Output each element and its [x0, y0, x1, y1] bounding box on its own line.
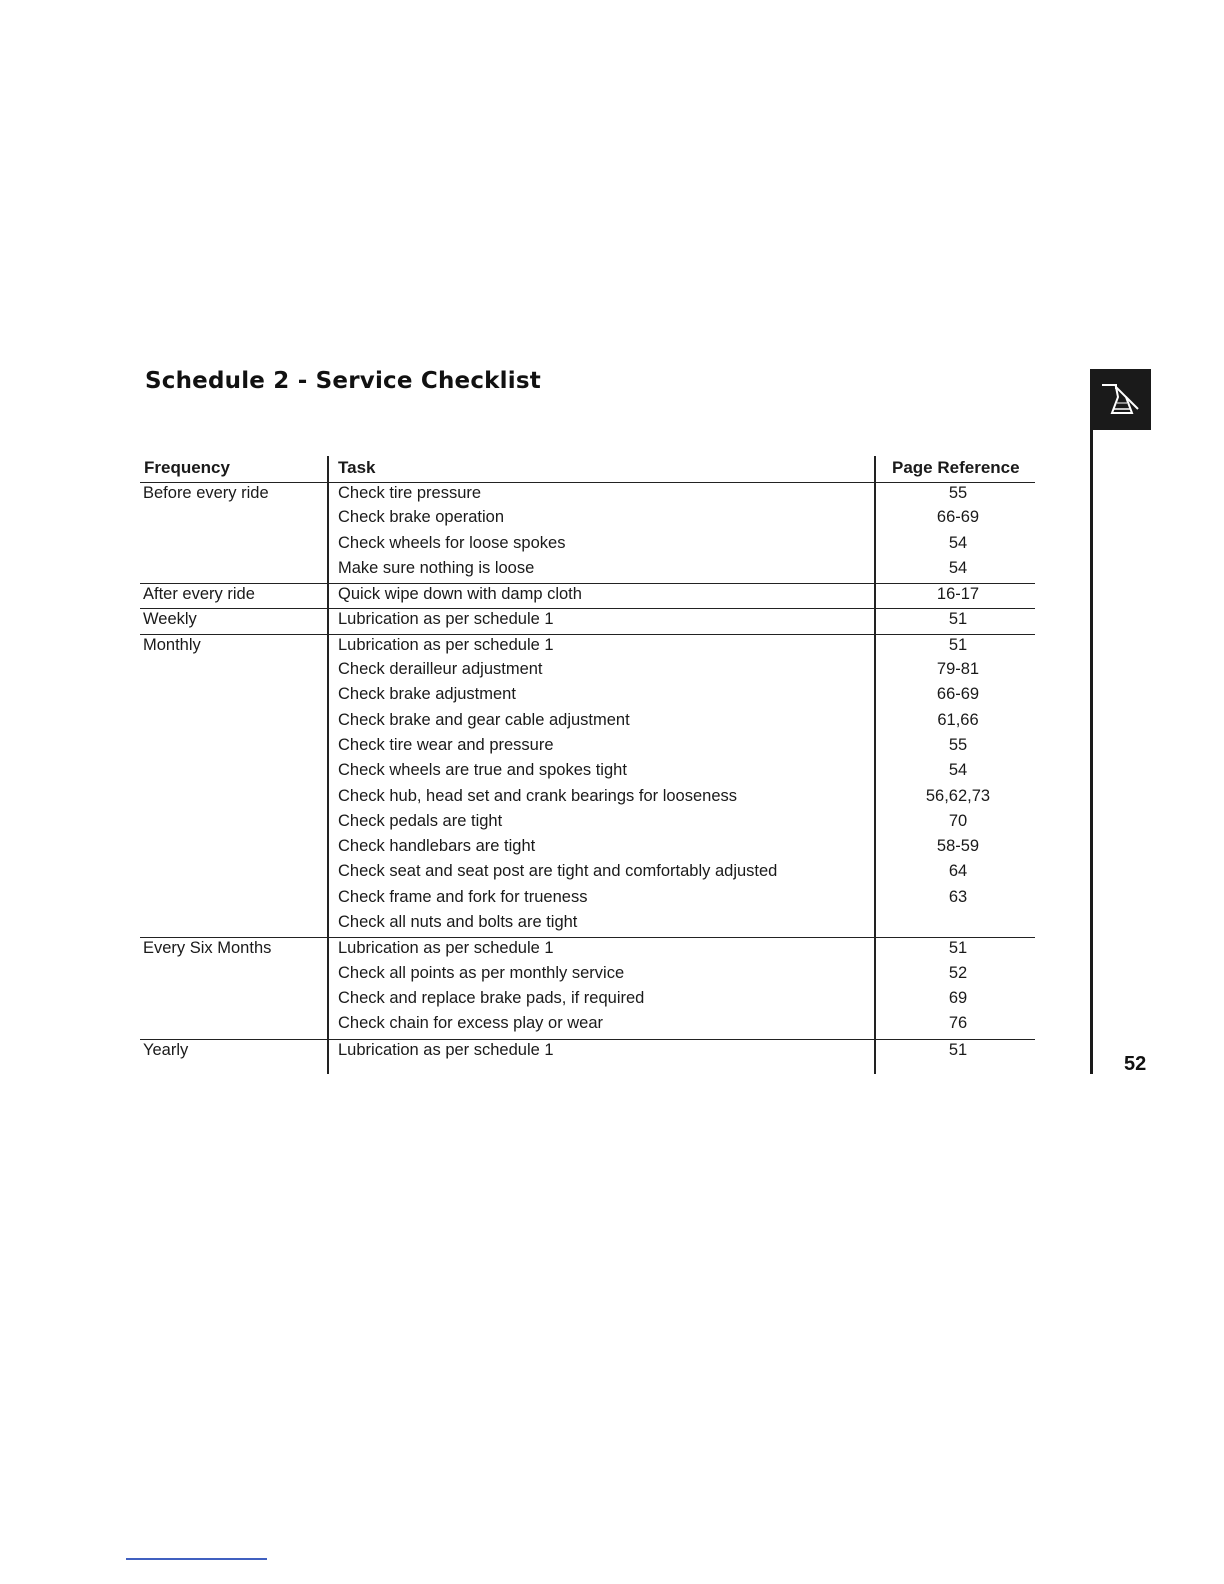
row-task: Check chain for excess play or wear: [338, 1014, 604, 1033]
table-row: [140, 507, 1035, 532]
row-page-reference: 70: [948, 811, 968, 830]
footer-rule: [126, 1558, 267, 1560]
table-row: [140, 836, 1035, 861]
row-task: Lubrication as per schedule 1: [338, 939, 554, 958]
table-row: [140, 735, 1035, 760]
table-row: [140, 861, 1035, 886]
row-task: Check brake adjustment: [338, 685, 516, 704]
table-row: [140, 887, 1035, 912]
header-task: Task: [338, 458, 376, 477]
row-page-reference: 54: [948, 558, 968, 577]
table-row: [140, 811, 1035, 836]
section-tab: [1090, 369, 1151, 430]
row-task: Check pedals are tight: [338, 811, 503, 830]
row-task: Check frame and fork for trueness: [338, 887, 588, 906]
table-row: [140, 912, 1035, 937]
table-row: [140, 684, 1035, 709]
table-row: [140, 988, 1035, 1013]
row-page-reference: 63: [948, 887, 968, 906]
row-task: Check and replace brake pads, if required: [338, 988, 645, 1007]
table-body: [140, 482, 1035, 1064]
table-row: [140, 583, 1035, 608]
row-page-reference: 51: [948, 939, 968, 958]
side-margin-rule: [1090, 430, 1093, 1074]
table-row: [140, 634, 1035, 659]
row-task: Check seat and seat post are tight and comfortably adjusted: [338, 862, 778, 881]
row-page-reference: 16-17: [936, 585, 980, 604]
table-row: [140, 937, 1035, 962]
table-row: [140, 786, 1035, 811]
row-page-reference: 55: [948, 484, 968, 502]
row-frequency: Weekly: [143, 610, 197, 629]
row-page-reference: 66-69: [936, 508, 980, 527]
row-task: Check brake and gear cable adjustment: [338, 710, 630, 729]
row-page-reference: 56,62,73: [925, 786, 991, 805]
row-page-reference: 66-69: [936, 685, 980, 704]
row-task: Lubrication as per schedule 1: [338, 1040, 554, 1059]
row-task: Check wheels for loose spokes: [338, 533, 566, 552]
row-page-reference: 51: [948, 635, 968, 654]
row-page-reference: 64: [948, 862, 968, 881]
row-page-reference: 79-81: [936, 660, 980, 679]
row-page-reference: 55: [948, 735, 968, 754]
row-task: Make sure nothing is loose: [338, 558, 535, 577]
row-frequency: Monthly: [143, 635, 201, 654]
header-frequency: Frequency: [144, 458, 230, 477]
row-task: Check wheels are true and spokes tight: [338, 761, 627, 780]
row-frequency: Before every ride: [143, 484, 269, 502]
table-row: [140, 659, 1035, 684]
row-page-reference: 54: [948, 533, 968, 552]
row-task: Check all nuts and bolts are tight: [338, 913, 578, 932]
row-page-reference: 61,66: [937, 710, 979, 729]
row-task: Check all points as per monthly service: [338, 963, 625, 982]
row-task: Check tire wear and pressure: [338, 735, 554, 754]
row-page-reference: 54: [948, 761, 968, 780]
table-row: [140, 533, 1035, 558]
row-page-reference: 69: [948, 988, 968, 1007]
row-frequency: Yearly: [143, 1040, 189, 1059]
row-page-reference: 51: [948, 1040, 968, 1059]
row-task: Check derailleur adjustment: [338, 660, 543, 679]
row-page-reference: 52: [948, 963, 968, 982]
page-title: Schedule 2 - Service Checklist: [145, 368, 541, 394]
row-task: Lubrication as per schedule 1: [338, 635, 554, 654]
row-task: Check brake operation: [338, 508, 505, 527]
table-row: [140, 482, 1035, 507]
row-page-reference: 58-59: [936, 837, 980, 856]
header-page-reference: Page Reference: [892, 458, 1020, 477]
oil-can-icon: [1090, 369, 1151, 430]
row-task: Check hub, head set and crank bearings for looseness: [338, 786, 737, 805]
row-frequency: After every ride: [143, 585, 255, 604]
table-header: [140, 456, 1035, 482]
table-row: [140, 710, 1035, 735]
row-task: Check tire pressure: [338, 484, 482, 502]
table-row: [140, 1013, 1035, 1038]
table-row: [140, 760, 1035, 785]
row-task: Quick wipe down with damp cloth: [338, 585, 582, 604]
table-row: [140, 963, 1035, 988]
row-page-reference: 51: [948, 610, 968, 629]
row-frequency: Every Six Months: [143, 939, 272, 958]
table-row: [140, 608, 1035, 633]
row-task: Lubrication as per schedule 1: [338, 610, 554, 629]
page-number: 52: [1124, 1053, 1147, 1075]
row-task: Check handlebars are tight: [338, 837, 536, 856]
table-row: [140, 558, 1035, 583]
row-page-reference: 76: [948, 1014, 968, 1033]
table-row: [140, 1039, 1035, 1064]
